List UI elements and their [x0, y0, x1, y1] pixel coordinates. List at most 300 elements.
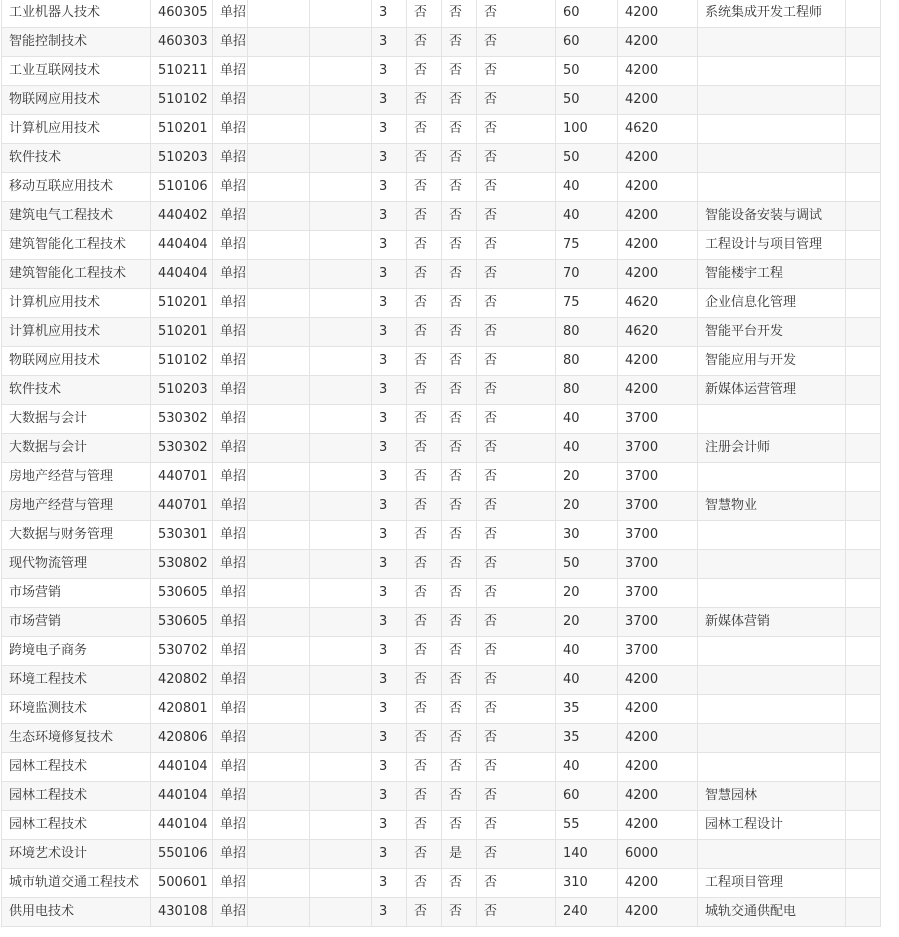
- cell-flag2: 否: [442, 724, 477, 753]
- table-row: [2, 753, 881, 782]
- cell-years: 3: [372, 86, 407, 115]
- cell-plan: 40: [556, 434, 618, 463]
- cell-major: 园林工程技术: [2, 811, 151, 840]
- table-row: [2, 289, 881, 318]
- cell-direction: 智能设备安装与调试: [698, 202, 846, 231]
- cell-major: 供用电技术: [2, 898, 151, 927]
- cell-flag1: 否: [407, 347, 442, 376]
- cell-blank1: [248, 376, 310, 405]
- cell-blank2: [310, 376, 372, 405]
- cell-blank3: [846, 57, 881, 86]
- cell-flag3: 否: [477, 376, 556, 405]
- cell-years: 3: [372, 608, 407, 637]
- cell-blank2: [310, 637, 372, 666]
- cell-flag3: 否: [477, 753, 556, 782]
- cell-flag3: 否: [477, 463, 556, 492]
- cell-flag3: 否: [477, 173, 556, 202]
- cell-blank1: [248, 666, 310, 695]
- cell-major: 移动互联应用技术: [2, 173, 151, 202]
- cell-plan: 75: [556, 289, 618, 318]
- cell-major: 房地产经营与管理: [2, 463, 151, 492]
- cell-code: 510201: [151, 318, 213, 347]
- cell-blank2: [310, 405, 372, 434]
- cell-code: 510102: [151, 347, 213, 376]
- cell-code: 530605: [151, 608, 213, 637]
- cell-direction: 注册会计师: [698, 434, 846, 463]
- cell-blank3: [846, 579, 881, 608]
- cell-flag1: 否: [407, 0, 442, 28]
- cell-blank3: [846, 405, 881, 434]
- cell-blank2: [310, 695, 372, 724]
- cell-blank1: [248, 521, 310, 550]
- cell-blank1: [248, 0, 310, 28]
- cell-direction: 智能楼宇工程: [698, 260, 846, 289]
- cell-flag1: 否: [407, 724, 442, 753]
- cell-flag3: 否: [477, 666, 556, 695]
- cell-enroll-type: 单招: [213, 260, 248, 289]
- cell-years: 3: [372, 173, 407, 202]
- cell-direction: 新媒体运营管理: [698, 376, 846, 405]
- cell-blank3: [846, 202, 881, 231]
- cell-code: 440404: [151, 231, 213, 260]
- cell-enroll-type: 单招: [213, 318, 248, 347]
- cell-blank1: [248, 898, 310, 927]
- cell-blank3: [846, 521, 881, 550]
- cell-blank3: [846, 318, 881, 347]
- cell-tuition: 3700: [618, 521, 698, 550]
- cell-plan: 35: [556, 724, 618, 753]
- cell-flag1: 否: [407, 289, 442, 318]
- cell-flag1: 否: [407, 840, 442, 869]
- cell-blank2: [310, 608, 372, 637]
- cell-blank1: [248, 289, 310, 318]
- cell-flag1: 否: [407, 608, 442, 637]
- cell-flag1: 否: [407, 869, 442, 898]
- cell-flag1: 否: [407, 898, 442, 927]
- cell-tuition: 4200: [618, 782, 698, 811]
- cell-plan: 310: [556, 869, 618, 898]
- cell-code: 500601: [151, 869, 213, 898]
- cell-code: 530301: [151, 521, 213, 550]
- cell-flag2: 否: [442, 782, 477, 811]
- cell-blank3: [846, 463, 881, 492]
- cell-flag3: 否: [477, 898, 556, 927]
- cell-enroll-type: 单招: [213, 724, 248, 753]
- cell-flag2: 否: [442, 898, 477, 927]
- cell-major: 建筑智能化工程技术: [2, 260, 151, 289]
- cell-blank3: [846, 811, 881, 840]
- cell-tuition: 3700: [618, 463, 698, 492]
- cell-blank3: [846, 173, 881, 202]
- cell-blank1: [248, 86, 310, 115]
- cell-flag2: 否: [442, 115, 477, 144]
- cell-flag2: 否: [442, 753, 477, 782]
- cell-major: 环境监测技术: [2, 695, 151, 724]
- cell-blank1: [248, 434, 310, 463]
- cell-flag1: 否: [407, 144, 442, 173]
- cell-plan: 40: [556, 753, 618, 782]
- cell-major: 软件技术: [2, 144, 151, 173]
- cell-plan: 55: [556, 811, 618, 840]
- table-row: [2, 608, 881, 637]
- table-row: [2, 666, 881, 695]
- cell-tuition: 4200: [618, 724, 698, 753]
- table-row: [2, 376, 881, 405]
- cell-major: 建筑智能化工程技术: [2, 231, 151, 260]
- cell-code: 510102: [151, 86, 213, 115]
- cell-blank3: [846, 840, 881, 869]
- cell-blank3: [846, 869, 881, 898]
- cell-blank2: [310, 463, 372, 492]
- cell-enroll-type: 单招: [213, 695, 248, 724]
- cell-tuition: 4200: [618, 260, 698, 289]
- cell-plan: 20: [556, 608, 618, 637]
- cell-plan: 20: [556, 463, 618, 492]
- cell-blank2: [310, 724, 372, 753]
- cell-code: 440104: [151, 811, 213, 840]
- cell-flag3: 否: [477, 115, 556, 144]
- cell-direction: 工程项目管理: [698, 869, 846, 898]
- cell-blank2: [310, 492, 372, 521]
- cell-tuition: 4200: [618, 144, 698, 173]
- cell-enroll-type: 单招: [213, 376, 248, 405]
- cell-flag3: 否: [477, 86, 556, 115]
- cell-direction: [698, 57, 846, 86]
- cell-blank2: [310, 521, 372, 550]
- cell-blank3: [846, 724, 881, 753]
- cell-flag1: 否: [407, 376, 442, 405]
- cell-years: 3: [372, 202, 407, 231]
- cell-tuition: 3700: [618, 492, 698, 521]
- cell-blank2: [310, 173, 372, 202]
- cell-direction: [698, 550, 846, 579]
- cell-blank3: [846, 550, 881, 579]
- cell-flag1: 否: [407, 782, 442, 811]
- cell-direction: [698, 637, 846, 666]
- cell-tuition: 3700: [618, 608, 698, 637]
- cell-code: 510106: [151, 173, 213, 202]
- cell-flag1: 否: [407, 637, 442, 666]
- cell-code: 510211: [151, 57, 213, 86]
- cell-flag2: 否: [442, 260, 477, 289]
- cell-enroll-type: 单招: [213, 231, 248, 260]
- cell-blank1: [248, 202, 310, 231]
- cell-enroll-type: 单招: [213, 579, 248, 608]
- cell-flag2: 否: [442, 463, 477, 492]
- cell-code: 430108: [151, 898, 213, 927]
- cell-plan: 75: [556, 231, 618, 260]
- cell-years: 3: [372, 347, 407, 376]
- cell-flag1: 否: [407, 28, 442, 57]
- cell-flag3: 否: [477, 579, 556, 608]
- cell-tuition: 4620: [618, 318, 698, 347]
- cell-enroll-type: 单招: [213, 173, 248, 202]
- cell-blank2: [310, 782, 372, 811]
- cell-flag2: 否: [442, 579, 477, 608]
- cell-flag2: 否: [442, 869, 477, 898]
- cell-plan: 50: [556, 86, 618, 115]
- cell-enroll-type: 单招: [213, 202, 248, 231]
- cell-direction: [698, 115, 846, 144]
- cell-plan: 40: [556, 637, 618, 666]
- table-row: [2, 115, 881, 144]
- cell-blank3: [846, 782, 881, 811]
- cell-tuition: 6000: [618, 840, 698, 869]
- cell-flag3: 否: [477, 144, 556, 173]
- cell-blank3: [846, 608, 881, 637]
- table-row: [2, 57, 881, 86]
- cell-direction: [698, 666, 846, 695]
- cell-blank3: [846, 637, 881, 666]
- cell-plan: 80: [556, 347, 618, 376]
- cell-plan: 50: [556, 550, 618, 579]
- cell-major: 物联网应用技术: [2, 86, 151, 115]
- cell-flag2: 否: [442, 695, 477, 724]
- table-row: [2, 695, 881, 724]
- cell-flag1: 否: [407, 811, 442, 840]
- cell-flag3: 否: [477, 637, 556, 666]
- cell-tuition: 4200: [618, 666, 698, 695]
- table-row: [2, 405, 881, 434]
- cell-blank3: [846, 115, 881, 144]
- cell-blank3: [846, 434, 881, 463]
- cell-plan: 40: [556, 666, 618, 695]
- cell-plan: 20: [556, 579, 618, 608]
- cell-blank2: [310, 898, 372, 927]
- cell-major: 生态环境修复技术: [2, 724, 151, 753]
- cell-direction: 系统集成开发工程师: [698, 0, 846, 28]
- cell-major: 园林工程技术: [2, 782, 151, 811]
- table-row: [2, 0, 881, 28]
- cell-enroll-type: 单招: [213, 666, 248, 695]
- cell-years: 3: [372, 637, 407, 666]
- cell-enroll-type: 单招: [213, 753, 248, 782]
- cell-tuition: 4200: [618, 869, 698, 898]
- cell-years: 3: [372, 0, 407, 28]
- cell-tuition: 4200: [618, 376, 698, 405]
- cell-flag1: 否: [407, 695, 442, 724]
- cell-tuition: 4200: [618, 898, 698, 927]
- cell-blank2: [310, 550, 372, 579]
- cell-flag2: 否: [442, 376, 477, 405]
- cell-tuition: 4200: [618, 231, 698, 260]
- cell-years: 3: [372, 869, 407, 898]
- cell-enroll-type: 单招: [213, 434, 248, 463]
- cell-flag3: 否: [477, 782, 556, 811]
- table-row: [2, 231, 881, 260]
- cell-blank2: [310, 231, 372, 260]
- cell-code: 510201: [151, 115, 213, 144]
- cell-blank1: [248, 811, 310, 840]
- cell-plan: 60: [556, 0, 618, 28]
- table-row: [2, 724, 881, 753]
- cell-flag2: 否: [442, 405, 477, 434]
- cell-direction: [698, 579, 846, 608]
- cell-tuition: 3700: [618, 434, 698, 463]
- cell-enroll-type: 单招: [213, 405, 248, 434]
- table-row: [2, 173, 881, 202]
- cell-enroll-type: 单招: [213, 115, 248, 144]
- cell-flag2: 否: [442, 0, 477, 28]
- cell-code: 530302: [151, 434, 213, 463]
- cell-direction: 智慧园林: [698, 782, 846, 811]
- cell-years: 3: [372, 579, 407, 608]
- cell-blank2: [310, 28, 372, 57]
- cell-blank2: [310, 202, 372, 231]
- cell-blank1: [248, 231, 310, 260]
- cell-blank1: [248, 840, 310, 869]
- cell-code: 510203: [151, 144, 213, 173]
- cell-code: 510201: [151, 289, 213, 318]
- cell-flag3: 否: [477, 202, 556, 231]
- cell-flag3: 否: [477, 550, 556, 579]
- cell-direction: 智能应用与开发: [698, 347, 846, 376]
- cell-blank2: [310, 144, 372, 173]
- cell-tuition: 4200: [618, 347, 698, 376]
- cell-code: 440701: [151, 492, 213, 521]
- cell-flag1: 否: [407, 521, 442, 550]
- table-row: [2, 521, 881, 550]
- cell-code: 460305: [151, 0, 213, 28]
- cell-flag3: 否: [477, 57, 556, 86]
- cell-code: 420802: [151, 666, 213, 695]
- cell-years: 3: [372, 376, 407, 405]
- cell-direction: [698, 724, 846, 753]
- cell-tuition: 4200: [618, 28, 698, 57]
- cell-flag2: 否: [442, 637, 477, 666]
- cell-flag1: 否: [407, 318, 442, 347]
- cell-years: 3: [372, 695, 407, 724]
- cell-flag3: 否: [477, 521, 556, 550]
- cell-tuition: 3700: [618, 637, 698, 666]
- cell-flag2: 否: [442, 28, 477, 57]
- cell-enroll-type: 单招: [213, 28, 248, 57]
- cell-code: 510203: [151, 376, 213, 405]
- cell-years: 3: [372, 318, 407, 347]
- cell-direction: 智慧物业: [698, 492, 846, 521]
- cell-flag1: 否: [407, 492, 442, 521]
- cell-blank1: [248, 173, 310, 202]
- cell-enroll-type: 单招: [213, 811, 248, 840]
- cell-blank3: [846, 231, 881, 260]
- cell-flag2: 否: [442, 550, 477, 579]
- cell-major: 环境工程技术: [2, 666, 151, 695]
- cell-years: 3: [372, 28, 407, 57]
- cell-flag1: 否: [407, 434, 442, 463]
- cell-code: 440404: [151, 260, 213, 289]
- cell-major: 物联网应用技术: [2, 347, 151, 376]
- cell-direction: 新媒体营销: [698, 608, 846, 637]
- cell-enroll-type: 单招: [213, 57, 248, 86]
- cell-plan: 40: [556, 202, 618, 231]
- cell-tuition: 4200: [618, 695, 698, 724]
- cell-flag2: 否: [442, 521, 477, 550]
- cell-flag3: 否: [477, 28, 556, 57]
- cell-plan: 80: [556, 376, 618, 405]
- cell-years: 3: [372, 753, 407, 782]
- cell-flag2: 否: [442, 318, 477, 347]
- cell-enroll-type: 单招: [213, 347, 248, 376]
- table-body: [2, 0, 881, 927]
- cell-tuition: 3700: [618, 579, 698, 608]
- cell-tuition: 3700: [618, 550, 698, 579]
- cell-blank1: [248, 753, 310, 782]
- cell-blank2: [310, 811, 372, 840]
- cell-major: 大数据与会计: [2, 405, 151, 434]
- cell-direction: [698, 840, 846, 869]
- cell-years: 3: [372, 405, 407, 434]
- table-row: [2, 347, 881, 376]
- cell-blank2: [310, 0, 372, 28]
- cell-years: 3: [372, 492, 407, 521]
- table-row: [2, 463, 881, 492]
- cell-blank1: [248, 782, 310, 811]
- cell-flag2: 否: [442, 173, 477, 202]
- cell-plan: 50: [556, 57, 618, 86]
- cell-direction: [698, 86, 846, 115]
- cell-blank2: [310, 115, 372, 144]
- cell-flag1: 否: [407, 173, 442, 202]
- cell-years: 3: [372, 115, 407, 144]
- cell-code: 530302: [151, 405, 213, 434]
- cell-years: 3: [372, 840, 407, 869]
- table-row: [2, 782, 881, 811]
- cell-flag3: 否: [477, 608, 556, 637]
- cell-flag3: 否: [477, 840, 556, 869]
- cell-major: 建筑电气工程技术: [2, 202, 151, 231]
- table-row: [2, 492, 881, 521]
- cell-plan: 50: [556, 144, 618, 173]
- table-row: [2, 637, 881, 666]
- cell-flag3: 否: [477, 724, 556, 753]
- cell-blank2: [310, 57, 372, 86]
- cell-blank1: [248, 869, 310, 898]
- cell-plan: 140: [556, 840, 618, 869]
- cell-flag3: 否: [477, 492, 556, 521]
- cell-flag3: 否: [477, 231, 556, 260]
- cell-flag1: 否: [407, 86, 442, 115]
- cell-flag1: 否: [407, 550, 442, 579]
- cell-blank3: [846, 695, 881, 724]
- cell-direction: [698, 144, 846, 173]
- table-row: [2, 28, 881, 57]
- cell-flag2: 否: [442, 434, 477, 463]
- cell-enroll-type: 单招: [213, 463, 248, 492]
- cell-enroll-type: 单招: [213, 521, 248, 550]
- cell-blank3: [846, 260, 881, 289]
- cell-flag3: 否: [477, 318, 556, 347]
- cell-blank1: [248, 579, 310, 608]
- cell-flag3: 否: [477, 405, 556, 434]
- cell-years: 3: [372, 666, 407, 695]
- cell-code: 420801: [151, 695, 213, 724]
- cell-blank3: [846, 753, 881, 782]
- cell-blank3: [846, 898, 881, 927]
- cell-flag1: 否: [407, 202, 442, 231]
- cell-flag3: 否: [477, 260, 556, 289]
- cell-flag3: 否: [477, 347, 556, 376]
- cell-major: 计算机应用技术: [2, 318, 151, 347]
- cell-major: 大数据与会计: [2, 434, 151, 463]
- cell-blank3: [846, 347, 881, 376]
- cell-years: 3: [372, 231, 407, 260]
- cell-plan: 70: [556, 260, 618, 289]
- cell-code: 530605: [151, 579, 213, 608]
- cell-tuition: 4200: [618, 811, 698, 840]
- cell-major: 园林工程技术: [2, 753, 151, 782]
- cell-code: 460303: [151, 28, 213, 57]
- cell-flag2: 否: [442, 202, 477, 231]
